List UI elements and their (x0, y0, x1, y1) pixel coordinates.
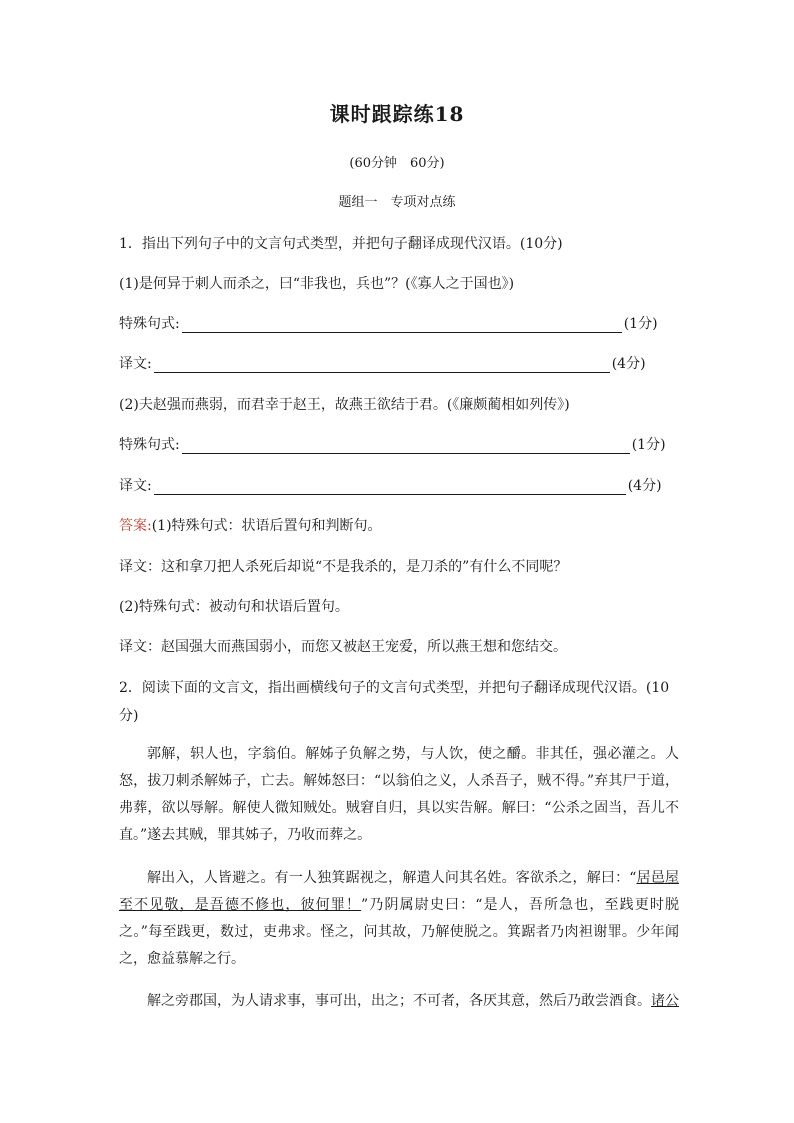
q1-sentence-2: (2)夫赵强而燕弱，而君幸于赵王，故燕王欲结于君。(《廉颇蔺相如列传》) (119, 397, 570, 413)
passage-paragraph-3: 解之旁郡国，为人请求事，事可出，出之；不可者，各厌其意，然后乃敢尝酒食。诸公 (147, 993, 679, 1009)
answer-line-2: (2)特殊句式：被动句和状语后置句。 (119, 599, 349, 615)
answer-blank[interactable] (182, 437, 630, 454)
underlined-sentence: 诸公 (651, 993, 679, 1009)
special-label: 特殊句式: (119, 437, 180, 453)
answer-text: (1)特殊句式：状语后置句和判断句。 (151, 518, 382, 534)
underlined-sentence: 居邑屋至不见敬，是吾德不修也，彼何罪！ (119, 870, 680, 913)
passage-paragraph-1: 郭解，轵人也，字翁伯。解姊子负解之势，与人饮，使之釂。非其任，强必灌之。人怒，拔刀刺杀解姊子，亡去。解姊怒曰：“以翁伯之义，人杀吾子，贼不得。”弃其尸于道，弗葬，欲以辱解。解使人微知贼处。贼窘自归，具以实告解。解曰：“公杀之固当，吾儿不直。”遂去其贼，罪其姊子，乃收而葬之。 (119, 746, 679, 843)
q2-stem-cont: 分) (119, 708, 139, 724)
points: (1分) (631, 437, 666, 453)
answer-translation-1: 译文：这和拿刀把人杀死后却说“不是我杀的，是刀杀的”有什么不同呢？ (119, 559, 568, 575)
q1-stem: 1．指出下列句子中的文言句式类型，并把句子翻译成现代汉语。(10分) (119, 236, 563, 252)
answer-blank[interactable] (154, 478, 626, 495)
group-heading: 题组一 专项对点练 (338, 195, 456, 210)
translation-label: 译文: (119, 478, 152, 494)
points: (4分) (611, 356, 646, 372)
answer-translation-2: 译文：赵国强大而燕国弱小，而您又被赵王宠爱，所以燕王想和您结交。 (119, 639, 567, 655)
answer-blank[interactable] (182, 316, 622, 333)
time-score: (60分钟 60分) (349, 156, 445, 171)
q1-2-special-line (119, 434, 666, 454)
points: (4分) (627, 478, 662, 494)
q1-1-special-line (119, 313, 658, 333)
translation-label: 译文: (119, 356, 152, 372)
answer-blank[interactable] (154, 356, 610, 373)
points: (1分) (623, 316, 658, 332)
q1-2-translation-line (119, 475, 662, 495)
answer-label: 答案: (119, 518, 152, 534)
special-label: 特殊句式: (119, 316, 180, 332)
passage-paragraph-2: 解出入，人皆避之。有一人独箕踞视之，解遣人问其名姓。客欲杀之，解曰：“居邑屋至不见敬，是吾德不修也，彼何罪！”乃阴属尉史曰：“是人，吾所急也，至践更时脱之。”每至践更，数过，吏弗求。怪之，问其故，乃解使脱之。箕踞者乃肉袒谢罪。少年闻之，愈益慕解之行。 (119, 870, 680, 967)
q1-sentence-1: (1)是何异于刺人而杀之，曰“非我也，兵也”？(《寡人之于国也》) (119, 276, 515, 292)
q1-1-translation-line (119, 353, 646, 373)
page-title: 课时跟踪练18 (329, 102, 465, 126)
q2-stem: 2．阅读下面的文言文，指出画横线句子的文言句式类型，并把句子翻译成现代汉语。(10 (119, 680, 670, 696)
answer-line-1 (119, 515, 382, 535)
